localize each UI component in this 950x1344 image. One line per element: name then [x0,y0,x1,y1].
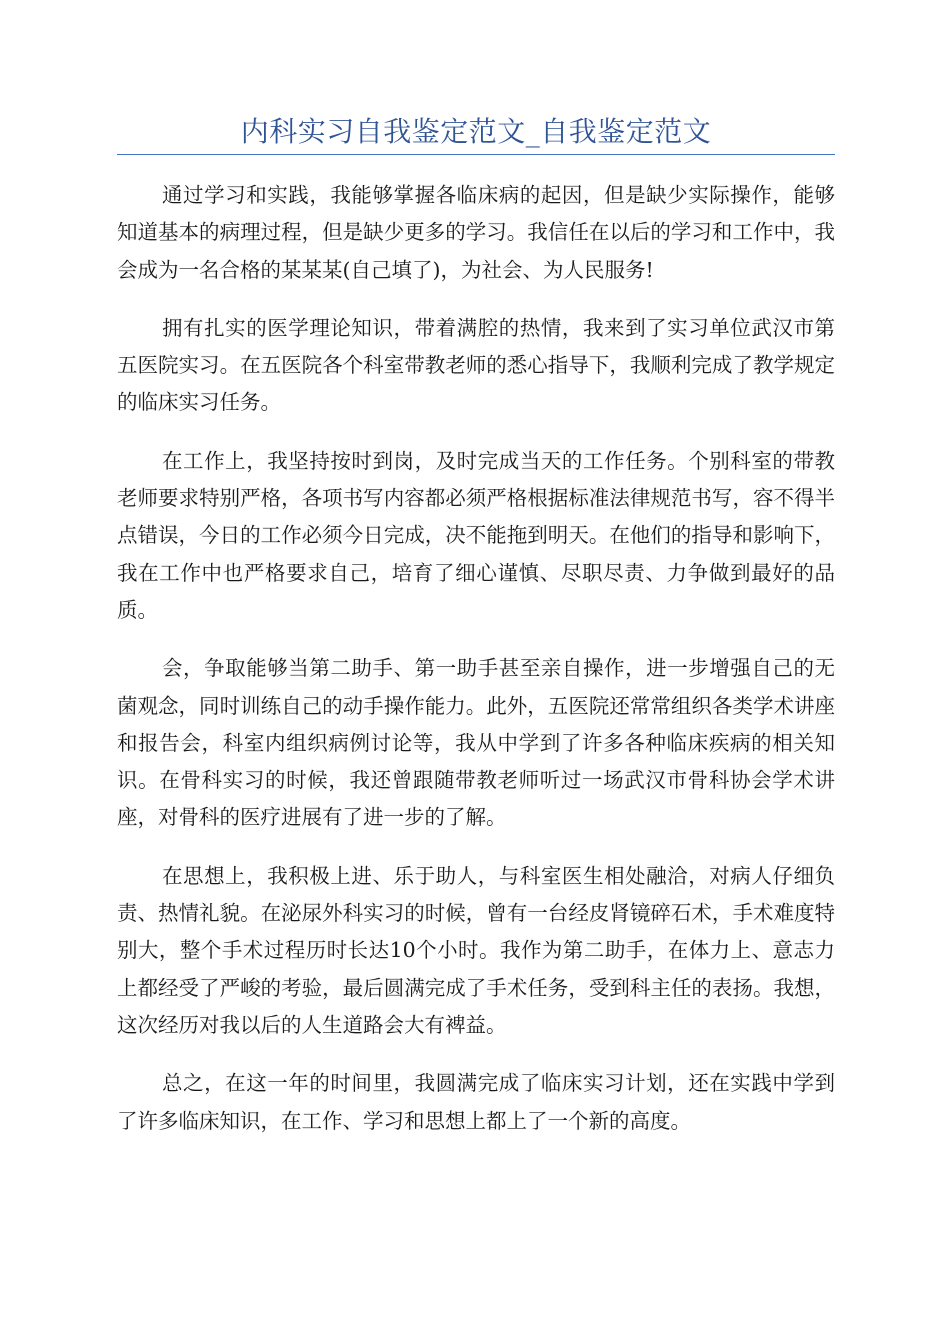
paragraph-6: 总之，在这一年的时间里，我圆满完成了临床实习计划，还在实践中学到了许多临床知识，在工作、学习和思想上都上了一个新的高度。 [117,1071,835,1133]
paragraph-4: 会，争取能够当第二助手、第一助手甚至亲自操作，进一步增强自己的无菌观念，同时训练自己的动手操作能力。此外，五医院还常常组织各类学术讲座和报告会，科室内组织病例讨论等，我从中学到了许多各种临床疾病的相关知识。在骨科实习的时候，我还曾跟随带教老师听过一场武汉市骨科协会学术讲座，对骨科的医疗进展有了进一步的了解。 [117,656,835,830]
title-underline [117,154,835,155]
paragraph-2: 拥有扎实的医学理论知识，带着满腔的热情，我来到了实习单位武汉市第五医院实习。在五医院各个科室带教老师的悉心指导下，我顺利完成了教学规定的临床实习任务。 [117,315,835,415]
paragraph-3: 在工作上，我坚持按时到岗，及时完成当天的工作任务。个别科室的带教老师要求特别严格，各项书写内容都必须严格根据标准法律规范书写，容不得半点错误，今日的工作必须今日完成，决不能拖到明天。在他们的指导和影响下，我在工作中也严格要求自己，培育了细心谨慎、尽职尽责、力争做到最好的品质。 [117,448,835,622]
document-title: 内科实习自我鉴定范文_自我鉴定范文 [240,115,712,148]
document-body [117,177,835,1161]
paragraph-1: 通过学习和实践，我能够掌握各临床病的起因，但是缺少实际操作，能够知道基本的病理过程，但是缺少更多的学习。我信任在以后的学习和工作中，我会成为一名合格的某某某(自己填了)，为社会、为人民服务! [117,183,835,282]
paragraph-5: 在思想上，我积极上进、乐于助人，与科室医生相处融洽，对病人仔细负责、热情礼貌。在泌尿外科实习的时候，曾有一台经皮肾镜碎石术，手术难度特别大，整个手术过程历时长达10个小时。我作为第二助手，在体力上、意志力上都经受了严峻的考验，最后圆满完成了手术任务，受到科主任的表扬。我想，这次经历对我以后的人生道路会大有裨益。 [117,863,835,1037]
